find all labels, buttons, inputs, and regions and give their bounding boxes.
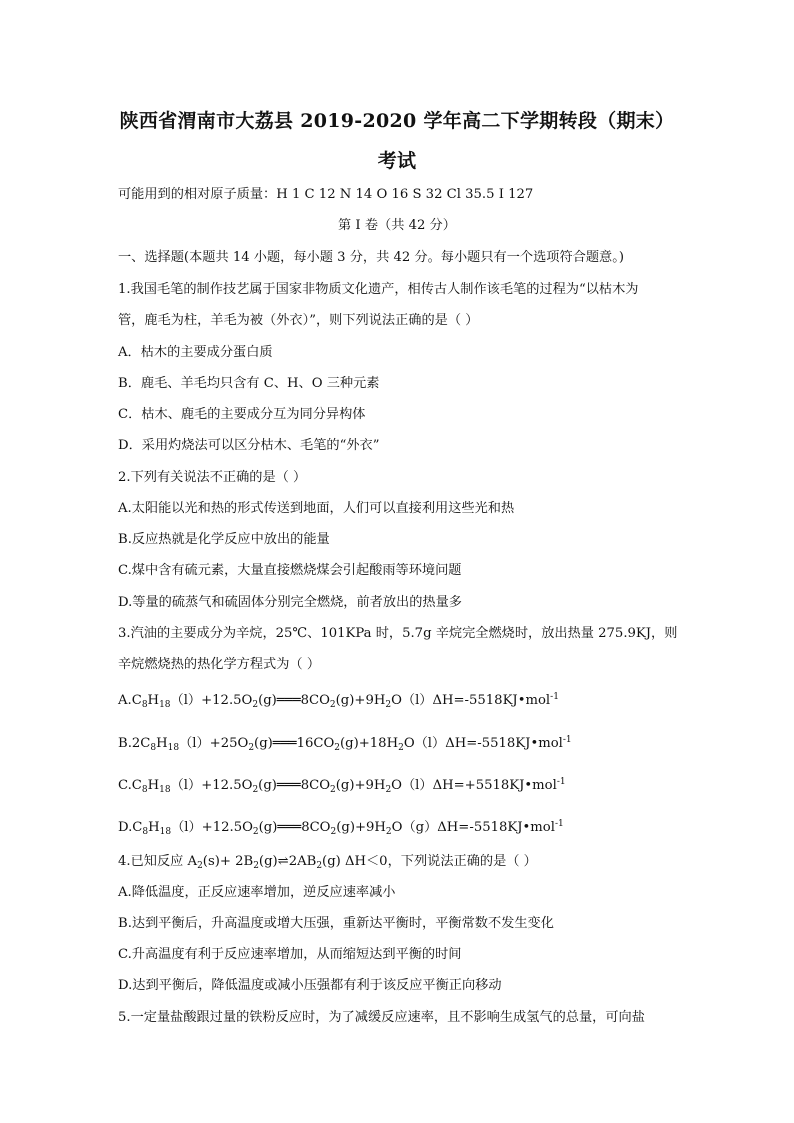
- q3-stem-line1: 3.汽油的主要成分为辛烷，25℃、101KPa 时，5.7g 辛烷完全燃烧时，放出热量 275.9KJ，则: [118, 626, 678, 641]
- q5-stem-line1: 5.一定量盐酸跟过量的铁粉反应时，为了减缓反应速率，且不影响生成氢气的总量，可向盐: [118, 1010, 645, 1025]
- q4-option-c: C.升高温度有利于反应速率增加，从而缩短达到平衡的时间: [118, 947, 462, 962]
- q1-stem-line2: 管，鹿毛为柱，羊毛为被（外衣）”，则下列说法正确的是（ ）: [118, 313, 479, 328]
- q4-option-a: A.降低温度，正反应速率增加，逆反应速率减小: [118, 885, 396, 900]
- section-header: 第 I 卷（共 42 分）: [338, 218, 456, 233]
- part-one-instructions: 一、选择题(本题共 14 小题，每小题 3 分，共 42 分。每小题只有一个选项符合题意。): [118, 250, 624, 265]
- exam-title-line1: 陕西省渭南市大荔县 2019-2020 学年高二下学期转段（期末）: [119, 110, 675, 132]
- q4-option-b: B.达到平衡后，升高温度或增大压强，重新达平衡时，平衡常数不发生变化: [118, 916, 554, 931]
- q2-option-a: A.太阳能以光和热的形式传送到地面，人们可以直接利用这些光和热: [118, 501, 515, 516]
- q1-option-d: D．采用灼烧法可以区分枯木、毛笔的“外衣”: [118, 438, 380, 453]
- q3-option-a: $A.C_8H_{18}(l)+12.5O_2(g)═══8CO_2(g)+9H_2O(l)\Delta H=-5518KJ•mol^{-1}$: [118, 692, 559, 710]
- q3-option-b: $B.2C_8H_{18}(l)+25O_2(g)═══16CO_2(g)+18H_2O(l)\Delta H=-5518KJ•mol^{-1}$: [118, 735, 572, 753]
- q4-stem: 4.已知反应 $A_2(s)+$ $2B_2(g)\rightleftharpoons 2AB_2(g)$ ΔH＜0，下列说法正确的是（ ）: [118, 854, 537, 871]
- q3-option-c: $C.C_8H_{18}(l)+12.5O_2(g)═══8CO_2(g)+9H_2O(l)\Delta H=+5518KJ•mol^{-1}$: [118, 777, 566, 795]
- q3-stem-line2: 辛烷燃烧热的热化学方程式为（ ）: [118, 657, 321, 672]
- atomic-masses: 可能用到的相对原子质量：H 1 C 12 N 14 O 16 S 32 Cl 35.5 I 127: [118, 187, 534, 202]
- q2-option-d: D.等量的硫蒸气和硫固体分别完全燃烧，前者放出的热量多: [118, 595, 462, 610]
- q4-option-d: D.达到平衡后，降低温度或减小压强都有利于该反应平衡正向移动: [118, 978, 502, 993]
- q2-stem: 2.下列有关说法不正确的是（ ）: [118, 470, 307, 485]
- q1-option-c: C．枯木、鹿毛的主要成分互为同分异构体: [118, 407, 366, 422]
- q1-option-a: A．枯木的主要成分蛋白质: [118, 345, 273, 360]
- q3-option-d: $D.C_8H_{18}(l)+12.5O_2(g)═══8CO_2(g)+9H_2O(g)\Delta H=-5518KJ•mol^{-1}$: [118, 819, 564, 837]
- q1-stem-line1: 1.我国毛笔的制作技艺属于国家非物质文化遗产，相传古人制作该毛笔的过程为“以枯木为: [118, 282, 639, 297]
- q2-option-b: B.反应热就是化学反应中放出的能量: [118, 532, 330, 547]
- q1-option-b: B．鹿毛、羊毛均只含有 C、H、O 三种元素: [118, 376, 380, 391]
- exam-title-line2: 考试: [377, 150, 417, 172]
- q2-option-c: C.煤中含有硫元素，大量直接燃烧煤会引起酸雨等环境问题: [118, 563, 462, 578]
